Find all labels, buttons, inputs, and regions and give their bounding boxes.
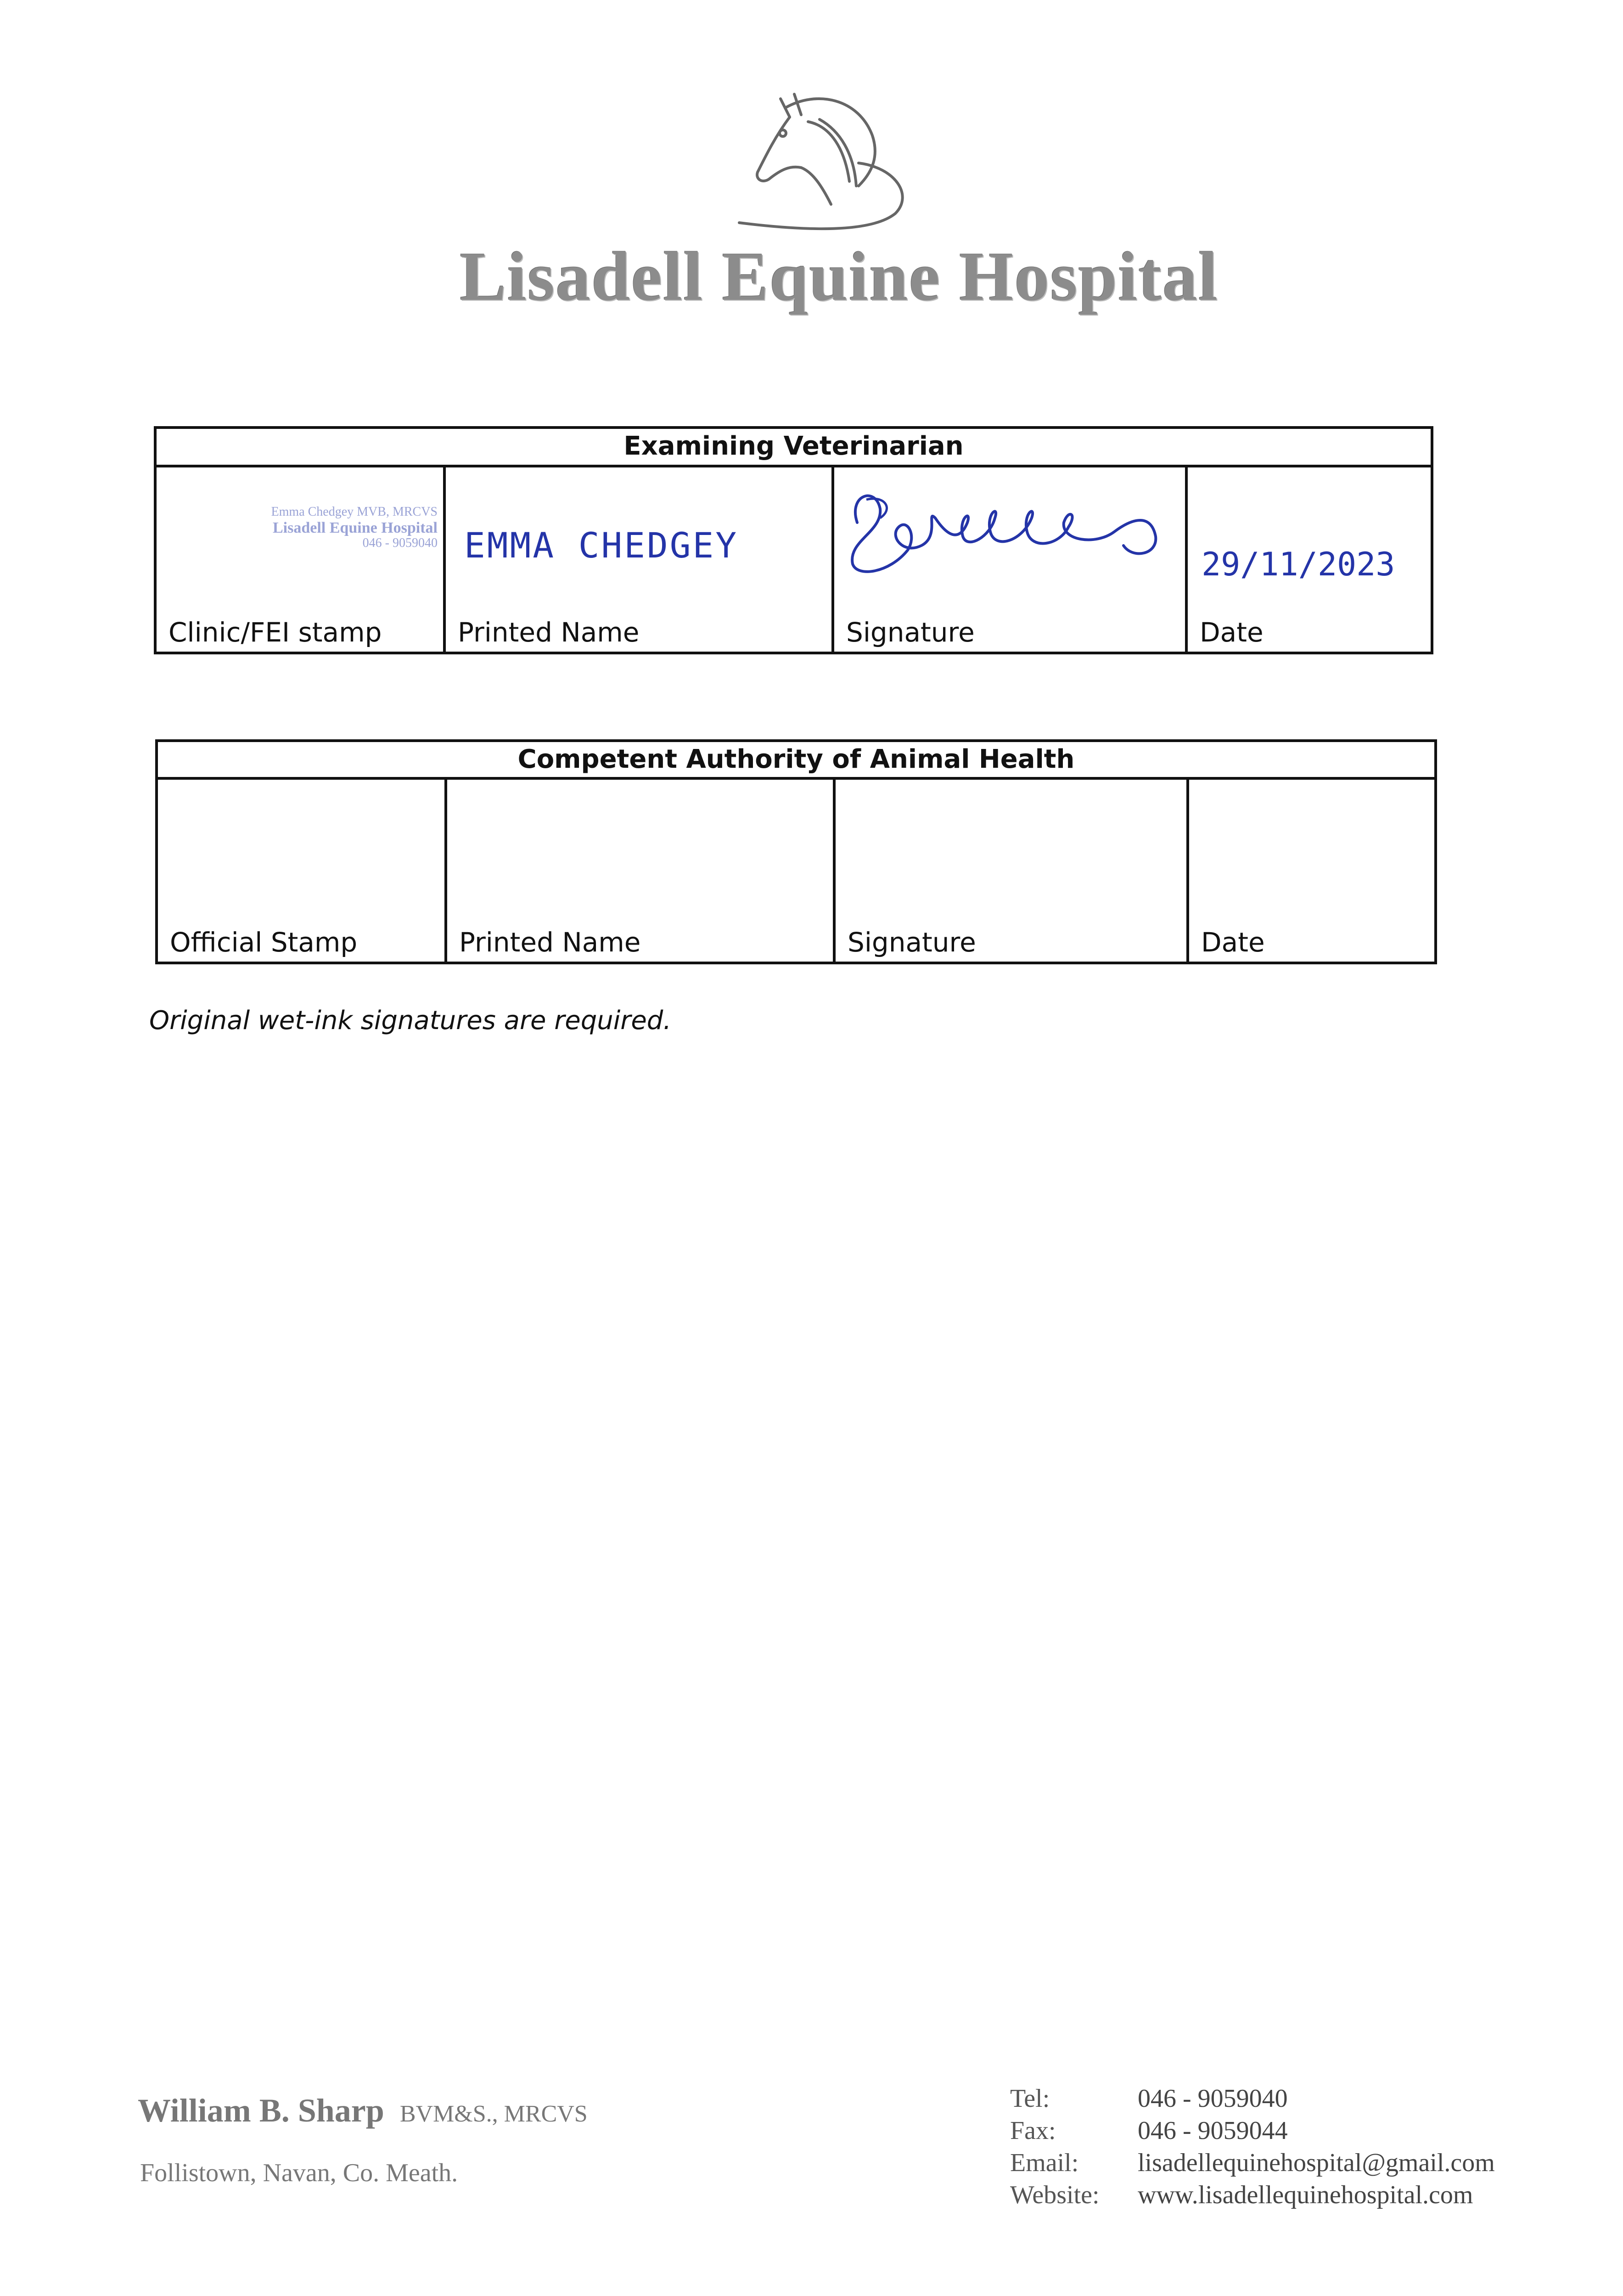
column-label: Printed Name (459, 927, 641, 958)
vet-qualifications: BVM&S., MRCVS (399, 2101, 588, 2127)
handwritten-printed-name: EMMA CHEDGEY (464, 525, 739, 566)
printed-name-cell (446, 467, 834, 652)
contact-label: Website: (1010, 2181, 1100, 2209)
handwritten-date: 29/11/2023 (1202, 546, 1395, 583)
table-title: Competent Authority of Animal Health (158, 742, 1434, 780)
clinic-stamp-cell (157, 467, 446, 652)
column-label: Clinic/FEI stamp (168, 617, 382, 648)
signature-cell (836, 780, 1189, 962)
signature-cell (834, 467, 1188, 652)
competent-authority-table (155, 739, 1437, 964)
vet-name: William B. Sharp (138, 2092, 384, 2129)
column-label: Date (1200, 617, 1264, 648)
contact-label: Email: (1010, 2149, 1079, 2177)
examining-veterinarian-table (154, 426, 1433, 654)
contact-label: Fax: (1010, 2116, 1056, 2145)
column-label: Date (1201, 927, 1265, 958)
contact-fax (1010, 2116, 1495, 2148)
contact-website (1010, 2180, 1495, 2212)
printed-name-cell (447, 780, 836, 962)
horse-head-logo (721, 80, 923, 236)
contact-tel (1010, 2084, 1495, 2116)
hospital-name: Lisadell Equine Hospital (460, 238, 1219, 315)
column-label: Signature (848, 927, 976, 958)
contact-value: www.lisadellequinehospital.com (1138, 2181, 1473, 2209)
official-stamp-cell (158, 780, 447, 962)
contact-value: lisadellequinehospital@gmail.com (1138, 2149, 1495, 2177)
contact-value: 046 - 9059044 (1138, 2116, 1288, 2145)
date-cell (1189, 780, 1440, 962)
signature-note: Original wet-ink signatures are required. (149, 1006, 672, 1035)
column-label: Signature (846, 617, 975, 648)
footer-vet-name (138, 2092, 588, 2130)
column-label: Official Stamp (170, 927, 358, 958)
date-cell (1188, 467, 1436, 652)
column-label: Printed Name (458, 617, 640, 648)
contact-value: 046 - 9059040 (1138, 2084, 1288, 2113)
footer-contacts (1010, 2084, 1495, 2212)
contact-label: Tel: (1010, 2084, 1050, 2113)
table-title: Examining Veterinarian (157, 429, 1431, 467)
clinic-stamp: Emma Chedgey MVB, MRCVS Lisadell Equine Hospital 046 - 9059040 (271, 505, 438, 551)
handwritten-signature (839, 467, 1169, 587)
footer-address: Follistown, Navan, Co. Meath. (140, 2159, 458, 2187)
contact-email (1010, 2148, 1495, 2180)
